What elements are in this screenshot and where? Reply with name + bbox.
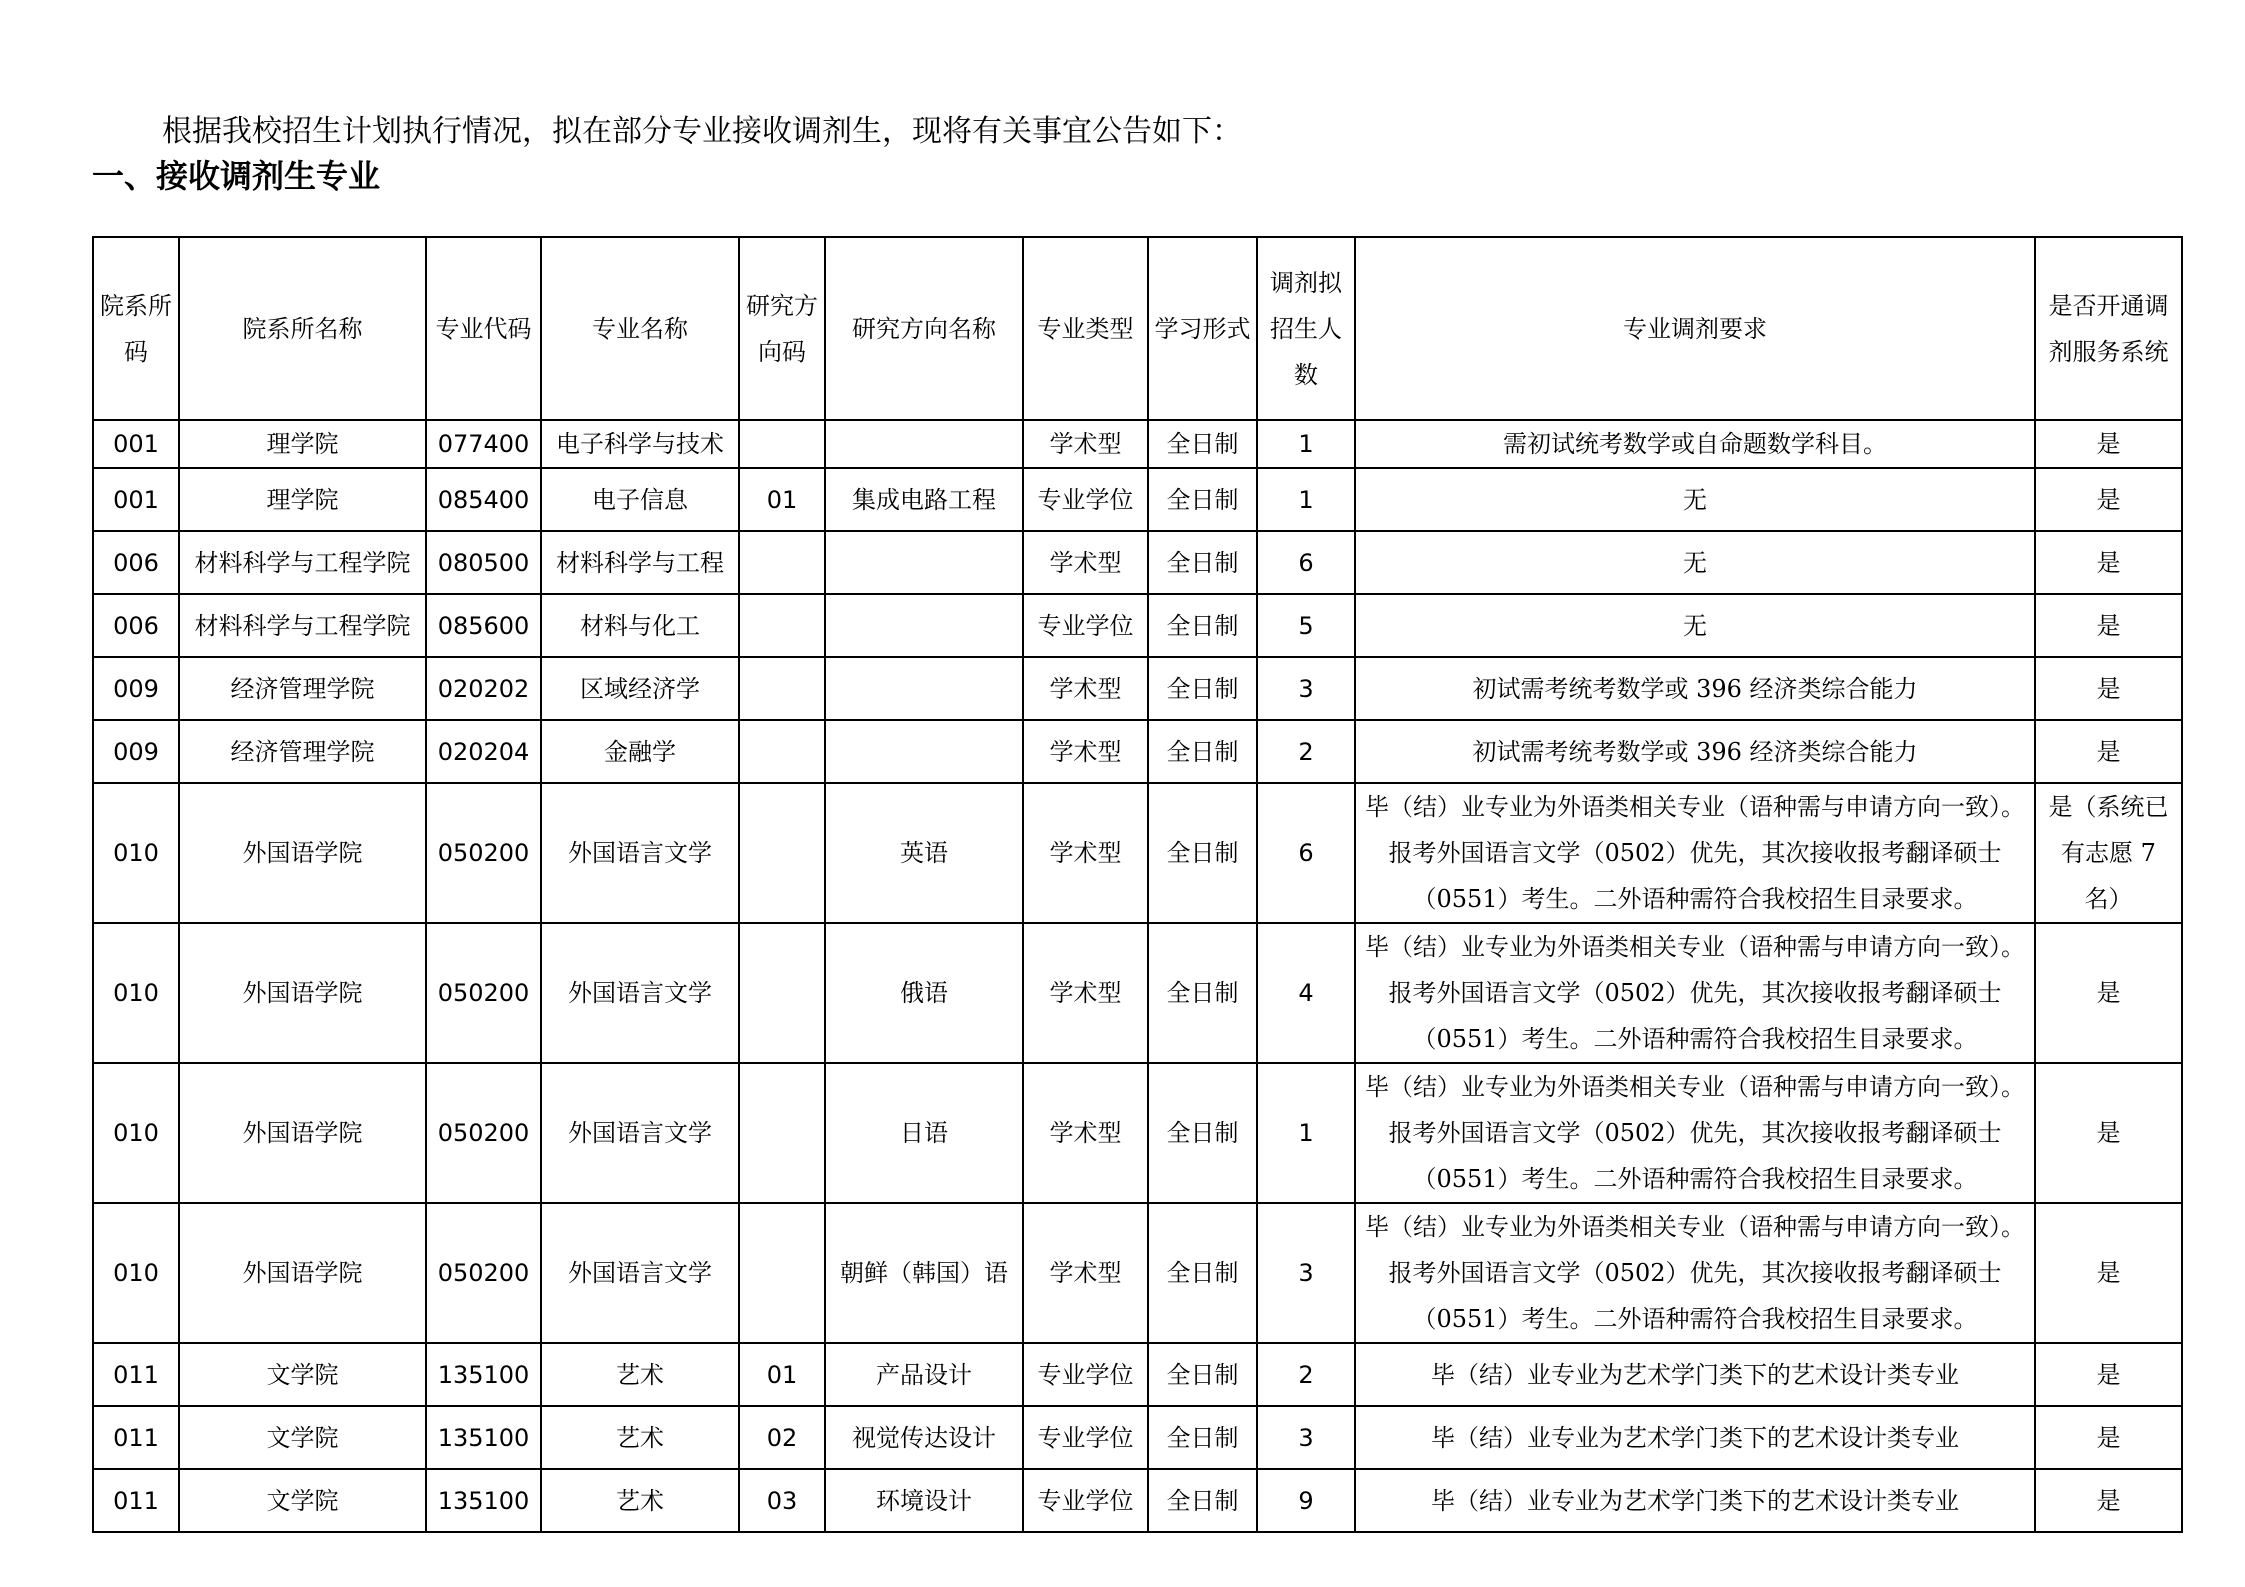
cell-school-code: 011 [93,1406,179,1469]
cell-planned-count: 1 [1257,420,1355,468]
cell-major-code: 080500 [426,531,541,594]
cell-school-name: 外国语学院 [179,923,426,1063]
cell-direction-name: 朝鲜（韩国）语 [825,1203,1023,1343]
cell-planned-count: 2 [1257,720,1355,783]
cell-major-type: 学术型 [1023,657,1148,720]
cell-service-system: 是 [2035,1469,2182,1532]
table-row [93,468,2182,531]
cell-school-code: 009 [93,720,179,783]
cell-requirements: 毕（结）业专业为外语类相关专业（语种需与申请方向一致）。报考外国语言文学（0502）优先，其次接收报考翻译硕士（0551）考生。二外语种需符合我校招生目录要求。 [1355,1203,2035,1343]
cell-requirements: 无 [1355,594,2035,657]
cell-direction-code: 01 [739,468,825,531]
cell-study-mode: 全日制 [1148,657,1257,720]
cell-direction-name [825,420,1023,468]
cell-major-type: 学术型 [1023,531,1148,594]
cell-direction-code: 01 [739,1343,825,1406]
cell-requirements: 毕（结）业专业为艺术学门类下的艺术设计类专业 [1355,1406,2035,1469]
header-school-code: 院系所码 [93,237,179,420]
cell-direction-code [739,420,825,468]
table-row [93,531,2182,594]
cell-major-name: 外国语言文学 [541,1063,739,1203]
section-heading: 一、接收调剂生专业 [92,157,381,195]
table-row [93,783,2182,923]
cell-planned-count: 5 [1257,594,1355,657]
cell-requirements: 需初试统考数学或自命题数学科目。 [1355,420,2035,468]
cell-major-type: 专业学位 [1023,1406,1148,1469]
cell-planned-count: 9 [1257,1469,1355,1532]
cell-direction-name: 俄语 [825,923,1023,1063]
cell-direction-name: 环境设计 [825,1469,1023,1532]
cell-service-system: 是 [2035,1203,2182,1343]
cell-major-name: 艺术 [541,1469,739,1532]
header-school-name: 院系所名称 [179,237,426,420]
cell-major-code: 050200 [426,923,541,1063]
cell-school-code: 010 [93,1063,179,1203]
intro-paragraph: 根据我校招生计划执行情况，拟在部分专业接收调剂生，现将有关事宜公告如下： [162,114,1242,149]
cell-major-code: 050200 [426,1203,541,1343]
cell-school-name: 外国语学院 [179,1063,426,1203]
cell-study-mode: 全日制 [1148,1343,1257,1406]
cell-major-code: 135100 [426,1469,541,1532]
cell-planned-count: 1 [1257,468,1355,531]
cell-planned-count: 3 [1257,657,1355,720]
cell-direction-code [739,594,825,657]
cell-major-name: 材料科学与工程 [541,531,739,594]
table-row [93,1469,2182,1532]
cell-school-code: 010 [93,923,179,1063]
cell-school-code: 001 [93,420,179,468]
cell-major-code: 135100 [426,1343,541,1406]
cell-service-system: 是（系统已有志愿 7 名） [2035,783,2182,923]
cell-requirements: 初试需考统考数学或 396 经济类综合能力 [1355,657,2035,720]
cell-service-system: 是 [2035,594,2182,657]
header-major-type: 专业类型 [1023,237,1148,420]
cell-direction-name: 英语 [825,783,1023,923]
cell-study-mode: 全日制 [1148,1406,1257,1469]
header-direction-code: 研究方向码 [739,237,825,420]
cell-direction-name [825,594,1023,657]
transfer-majors-table [92,236,2183,1533]
cell-requirements: 无 [1355,531,2035,594]
cell-planned-count: 1 [1257,1063,1355,1203]
cell-major-type: 专业学位 [1023,1343,1148,1406]
cell-major-code: 050200 [426,783,541,923]
cell-major-code: 085400 [426,468,541,531]
cell-school-name: 经济管理学院 [179,657,426,720]
header-service-system: 是否开通调剂服务系统 [2035,237,2182,420]
cell-school-name: 材料科学与工程学院 [179,531,426,594]
cell-major-type: 专业学位 [1023,594,1148,657]
cell-direction-code [739,1203,825,1343]
cell-school-code: 006 [93,531,179,594]
cell-major-name: 外国语言文学 [541,923,739,1063]
cell-major-code: 135100 [426,1406,541,1469]
cell-direction-name [825,657,1023,720]
cell-major-code: 020202 [426,657,541,720]
cell-service-system: 是 [2035,720,2182,783]
cell-requirements: 毕（结）业专业为艺术学门类下的艺术设计类专业 [1355,1343,2035,1406]
cell-major-type: 学术型 [1023,783,1148,923]
cell-major-type: 学术型 [1023,923,1148,1063]
cell-major-name: 外国语言文学 [541,1203,739,1343]
cell-school-name: 文学院 [179,1406,426,1469]
cell-planned-count: 6 [1257,531,1355,594]
table-row [93,923,2182,1063]
cell-planned-count: 6 [1257,783,1355,923]
cell-service-system: 是 [2035,420,2182,468]
cell-service-system: 是 [2035,1343,2182,1406]
cell-major-name: 区域经济学 [541,657,739,720]
cell-requirements: 毕（结）业专业为艺术学门类下的艺术设计类专业 [1355,1469,2035,1532]
cell-school-code: 006 [93,594,179,657]
cell-major-type: 学术型 [1023,1203,1148,1343]
cell-major-name: 艺术 [541,1406,739,1469]
cell-service-system: 是 [2035,923,2182,1063]
cell-study-mode: 全日制 [1148,594,1257,657]
cell-school-code: 010 [93,783,179,923]
cell-school-code: 011 [93,1469,179,1532]
cell-direction-code [739,783,825,923]
cell-school-name: 经济管理学院 [179,720,426,783]
cell-major-name: 外国语言文学 [541,783,739,923]
cell-study-mode: 全日制 [1148,468,1257,531]
cell-direction-code [739,531,825,594]
table-row [93,594,2182,657]
cell-direction-name: 集成电路工程 [825,468,1023,531]
header-study-mode: 学习形式 [1148,237,1257,420]
header-planned-count: 调剂拟招生人数 [1257,237,1355,420]
cell-major-type: 学术型 [1023,720,1148,783]
table-row [93,1203,2182,1343]
cell-direction-name: 视觉传达设计 [825,1406,1023,1469]
cell-school-code: 011 [93,1343,179,1406]
cell-major-type: 专业学位 [1023,1469,1148,1532]
cell-school-code: 010 [93,1203,179,1343]
cell-major-type: 学术型 [1023,1063,1148,1203]
cell-direction-name [825,531,1023,594]
cell-school-name: 外国语学院 [179,1203,426,1343]
cell-service-system: 是 [2035,531,2182,594]
cell-major-name: 金融学 [541,720,739,783]
cell-direction-name: 产品设计 [825,1343,1023,1406]
cell-service-system: 是 [2035,1063,2182,1203]
table-header-row [93,237,2182,420]
table-row [93,720,2182,783]
cell-service-system: 是 [2035,1406,2182,1469]
table-row [93,1406,2182,1469]
cell-school-name: 材料科学与工程学院 [179,594,426,657]
cell-requirements: 毕（结）业专业为外语类相关专业（语种需与申请方向一致）。报考外国语言文学（0502）优先，其次接收报考翻译硕士（0551）考生。二外语种需符合我校招生目录要求。 [1355,923,2035,1063]
cell-major-code: 085600 [426,594,541,657]
table-row [93,420,2182,468]
header-direction-name: 研究方向名称 [825,237,1023,420]
cell-major-type: 专业学位 [1023,468,1148,531]
cell-major-name: 艺术 [541,1343,739,1406]
cell-direction-code: 03 [739,1469,825,1532]
header-major-code: 专业代码 [426,237,541,420]
table-row [93,1063,2182,1203]
header-requirements: 专业调剂要求 [1355,237,2035,420]
cell-study-mode: 全日制 [1148,783,1257,923]
cell-major-name: 电子科学与技术 [541,420,739,468]
cell-direction-code [739,720,825,783]
cell-direction-code [739,923,825,1063]
cell-major-code: 077400 [426,420,541,468]
cell-service-system: 是 [2035,468,2182,531]
cell-school-name: 文学院 [179,1343,426,1406]
cell-school-code: 009 [93,657,179,720]
cell-direction-name [825,720,1023,783]
cell-major-code: 050200 [426,1063,541,1203]
cell-study-mode: 全日制 [1148,1469,1257,1532]
cell-requirements: 毕（结）业专业为外语类相关专业（语种需与申请方向一致）。报考外国语言文学（0502）优先，其次接收报考翻译硕士（0551）考生。二外语种需符合我校招生目录要求。 [1355,1063,2035,1203]
cell-school-code: 001 [93,468,179,531]
cell-study-mode: 全日制 [1148,720,1257,783]
cell-school-name: 理学院 [179,468,426,531]
cell-study-mode: 全日制 [1148,923,1257,1063]
cell-study-mode: 全日制 [1148,1203,1257,1343]
cell-direction-code [739,657,825,720]
cell-requirements: 毕（结）业专业为外语类相关专业（语种需与申请方向一致）。报考外国语言文学（0502）优先，其次接收报考翻译硕士（0551）考生。二外语种需符合我校招生目录要求。 [1355,783,2035,923]
cell-major-name: 电子信息 [541,468,739,531]
cell-school-name: 外国语学院 [179,783,426,923]
cell-study-mode: 全日制 [1148,420,1257,468]
cell-school-name: 文学院 [179,1469,426,1532]
cell-planned-count: 4 [1257,923,1355,1063]
cell-direction-code: 02 [739,1406,825,1469]
cell-major-type: 学术型 [1023,420,1148,468]
cell-study-mode: 全日制 [1148,531,1257,594]
header-major-name: 专业名称 [541,237,739,420]
cell-requirements: 初试需考统考数学或 396 经济类综合能力 [1355,720,2035,783]
cell-planned-count: 3 [1257,1406,1355,1469]
table-row [93,1343,2182,1406]
cell-direction-name: 日语 [825,1063,1023,1203]
cell-direction-code [739,1063,825,1203]
cell-major-code: 020204 [426,720,541,783]
cell-service-system: 是 [2035,657,2182,720]
cell-requirements: 无 [1355,468,2035,531]
cell-planned-count: 3 [1257,1203,1355,1343]
cell-planned-count: 2 [1257,1343,1355,1406]
table-row [93,657,2182,720]
cell-major-name: 材料与化工 [541,594,739,657]
cell-school-name: 理学院 [179,420,426,468]
cell-study-mode: 全日制 [1148,1063,1257,1203]
